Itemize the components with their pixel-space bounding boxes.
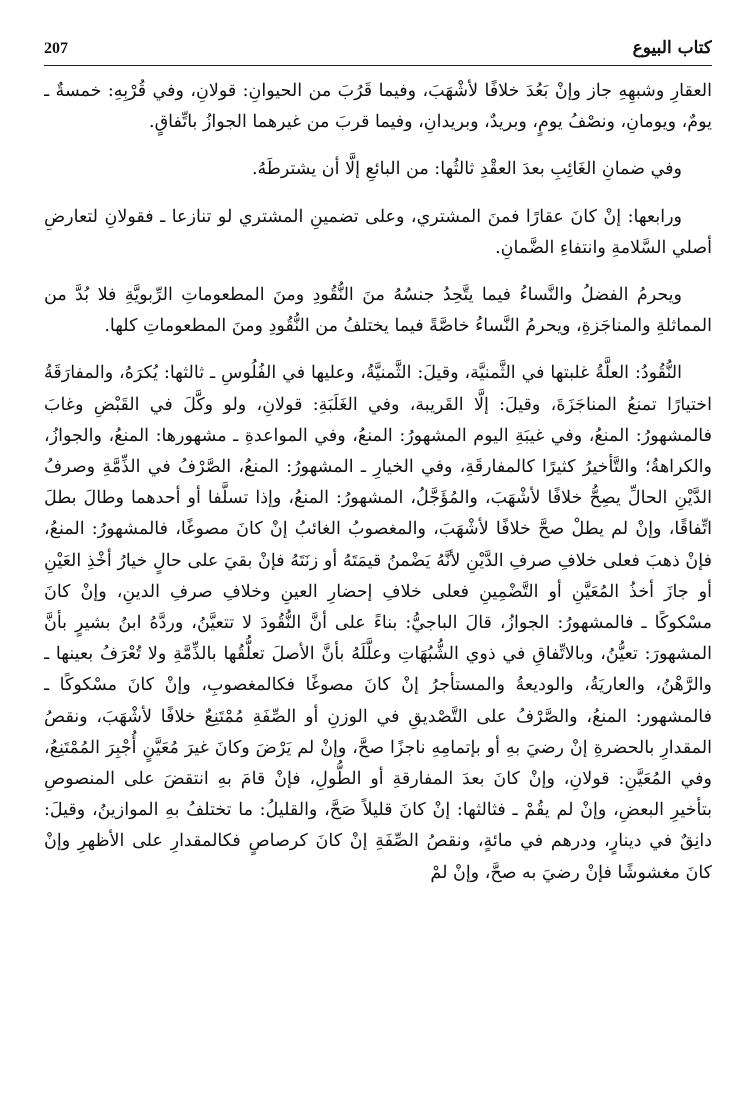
page-number: 207 bbox=[44, 40, 68, 57]
page-header bbox=[44, 36, 712, 62]
paragraph-fourth-opinion: ورابعها: إنْ كانَ عقارًا فمنَ المشتري، وعلى تضمينِ المشتري لو تنازعا ـ فقولانِ لتعارضِ أصلي السَّلامةِ وانتفاءِ الضَّمانِ. bbox=[44, 206, 712, 258]
page-body bbox=[44, 76, 712, 905]
paragraph-currency: النُّقُودُ: العلَّةُ غلبتها في الثَّمنيَّة، وقيلَ: الثَّمنيَّةُ، وعليها في الفُلُوسِ ـ ثالثها: يُكرَهُ، والمفارَقَةُ اختيارًا تمنعُ المناجَزَةَ، وقيلَ: إلَّا القَريبة، وفي الغَلَبَةِ: قولانِ، ولو وكَّلَ في القَبْضِ وغابَ فالمشهورُ: المنعُ، وفي غيبَةِ اليوم المشهورُ: المنعُ، وفي المواعدةِ ـ مشهورها: المنعُ، والجوازُ، والكراهةُ؛ والتَّأخيرُ كثيرًا كالمفارقَةِ، وفي الخيارِ ـ المشهورُ: المنعُ، الصَّرْفُ في الذِّمَّةِ وصرفُ الدَّيْنِ الحالِّ يصِحُّ خلافًا لأشْهَبَ، والمُؤَجَّلُ، المشهورُ: المنعُ، وإذا تسلَّفا أو أحدهما وطالَ بطلَ اتِّفاقًا، وإنْ لم يطلْ صحَّ خلافًا لأشْهَبَ، والمغصوبُ الغائبُ إنْ كانَ مصوغًا، فالمشهورُ: المنعُ، فإنْ ذهبَ فعلى خلافِ صرفِ الدَّيْنِ لأنَّهُ يَضْمنُ قيمَتَهُ أو زنَتَهُ فإنْ بقيَ على حالٍ خيارُ أخْذِ العَيْنِ أو جازَ أخذُ المُعَيَّنِ أو التَّضْمِينِ فعلى خلافِ إحضارِ العينِ وخلافِ صرفِ الدينِ، وإنْ كانَ مسْكوكًا ـ فالمشهورُ: الجوازُ، قالَ الباجيُّ: بناءً على أنَّ النُّقُودَ لا تتعيَّنُ، وردَّهُ ابنُ بشيرٍ بأنَّ المشهورَ: تعيُّنُ، وبالاتِّفاقِ في ذوي الشُّبُهَاتِ وعلَّلَهُ بأنَّ الأصلَ تعلُّقُها بالذِّمَّةِ ولا تُعْرَفُ بعينها ـ والرَّهْنُ، والعاريَةُ، والوديعةُ والمستأجرُ إنْ كانَ مصوغًا فكالمغصوبِ، وإنْ كانَ مسْكوكًا ـ فالمشهور: المنعُ، والصَّرْفُ على التَّصْديقِ في الوزنِ أو الصِّفَةِ مُمْتَنِعٌ خلافًا لأشْهَبَ، ونقصُ المقدارِ بالحضرةِ إنْ رضيَ بهِ أو بإتمامِهِ ناجزًا صحَّ، وإنْ لم يَرْضَ وكانَ غيرَ مُعَيَّنٍ أُجْبِرَ المُمْتَنِعُ، وفي المُعَيَّنِ: قولانِ، وإنْ كانَ بعدَ المفارقةِ أو الطُّولِ، فإنْ قامَ بهِ انتقضَ على المنصوصِ بتأخيرِ البعضِ، وإنْ لم يقُمْ ـ فثالثها: إنْ كانَ قليلاً صَحَّ، والقليلُ: ما تختلفُ بهِ الموازينُ، وقيلَ: دانِقٌ في دينارٍ، ودرهم في مائةٍ، ونقصُ الصِّفَةِ إنْ كانَ كرصاصٍ فكالمقدارِ على الأظهرِ وإنْ كانَ مغشوشًا فإنْ رضيَ به صحَّ، وإنْ لمْ bbox=[44, 363, 712, 883]
paragraph-continuation: العقارِ وشبهِهِ جاز وإنْ بَعُدَ خلافًا لأشْهَبَ، وفيما قَرُبَ من الحيوانِ: قولانِ، وفي قُرْبِهِ: خمسةٌ ـ يومٌ، ويومانِ، ونصْفُ يومٍ، وبريدٌ، وبريدانِ، وفيما قربَ من غيرهما الجوازُ باتِّفاقٍ. bbox=[44, 81, 712, 133]
book-page bbox=[44, 36, 712, 1076]
running-title: كتاب البيوع bbox=[632, 38, 712, 58]
paragraph-guarantee: وفي ضمانِ الغَائِبِ بعدَ العقْدِ ثالثُها: من البائعِ إلَّا أن يشترطَهُ. bbox=[251, 159, 682, 180]
header-rule bbox=[44, 65, 712, 66]
paragraph-riba: ويحرمُ الفضلُ والنَّساءُ فيما يتَّحِدُ جنسُهُ منَ النُّقُودِ ومنَ المطعوماتِ الرِّبويَّةِ فلا بُدَّ من المماثلةِ والمناجَزةِ، ويحرمُ النَّساءُ خاصَّةً فيما يختلفُ من النُّقُودِ ومنَ المطعوماتِ كلها. bbox=[44, 285, 712, 337]
